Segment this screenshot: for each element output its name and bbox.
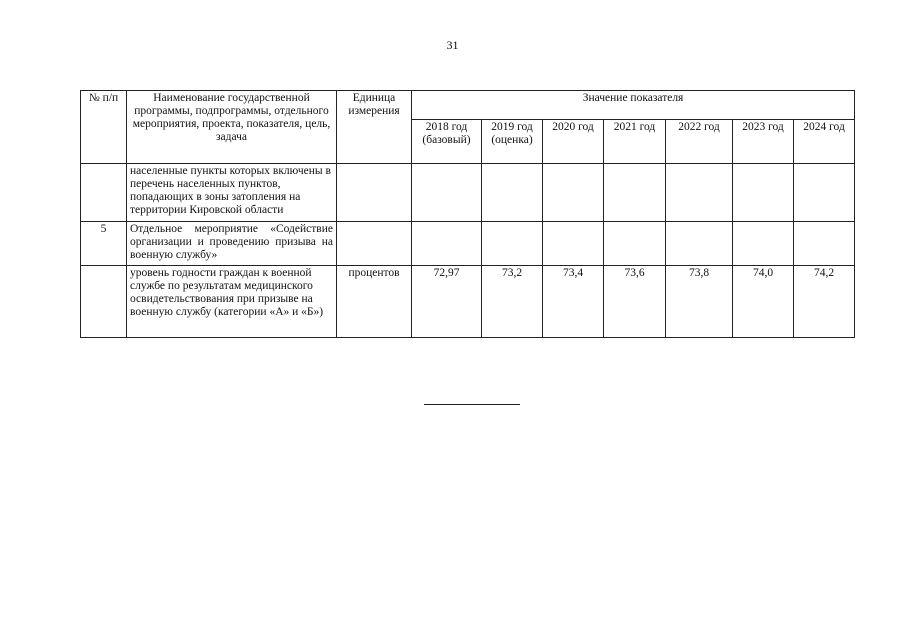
row-value-2018 bbox=[412, 164, 482, 222]
row-num bbox=[81, 164, 127, 222]
row-value-2023: 74,0 bbox=[733, 266, 794, 338]
row-value-2021: 73,6 bbox=[604, 266, 666, 338]
row-value-2020 bbox=[543, 164, 604, 222]
row-value-2024 bbox=[794, 222, 855, 266]
table-header-row bbox=[81, 91, 855, 120]
row-value-2024 bbox=[794, 164, 855, 222]
header-year-2024: 2024 год bbox=[794, 120, 855, 164]
indicators-table bbox=[80, 90, 855, 338]
header-year-2018: 2018 год (базовый) bbox=[412, 120, 482, 164]
row-value-2020 bbox=[543, 222, 604, 266]
end-of-document-rule bbox=[424, 404, 520, 405]
row-value-2023 bbox=[733, 164, 794, 222]
header-year-2021: 2021 год bbox=[604, 120, 666, 164]
header-year-2019: 2019 год (оценка) bbox=[482, 120, 543, 164]
row-num bbox=[81, 266, 127, 338]
header-year-2022: 2022 год bbox=[666, 120, 733, 164]
row-value-2021 bbox=[604, 222, 666, 266]
row-value-2023 bbox=[733, 222, 794, 266]
row-name: Отдельное мероприятие «Содействие организации и проведению призыва на военную службу» bbox=[127, 222, 337, 266]
row-value-2018 bbox=[412, 222, 482, 266]
header-unit: Единица измерения bbox=[337, 91, 412, 164]
row-unit bbox=[337, 164, 412, 222]
row-value-2024: 74,2 bbox=[794, 266, 855, 338]
row-value-2020: 73,4 bbox=[543, 266, 604, 338]
row-unit: процентов bbox=[337, 266, 412, 338]
table-row bbox=[81, 222, 855, 266]
page-number: 31 bbox=[446, 38, 459, 52]
row-value-2019 bbox=[482, 222, 543, 266]
row-value-2022 bbox=[666, 222, 733, 266]
row-value-2018: 72,97 bbox=[412, 266, 482, 338]
row-value-2019 bbox=[482, 164, 543, 222]
table-row bbox=[81, 164, 855, 222]
header-year-2020: 2020 год bbox=[543, 120, 604, 164]
row-value-2019: 73,2 bbox=[482, 266, 543, 338]
row-value-2021 bbox=[604, 164, 666, 222]
header-name: Наименование государственной программы, подпрограммы, отдельного мероприятия, проекта, показателя, цель, задача bbox=[127, 91, 337, 164]
header-year-2023: 2023 год bbox=[733, 120, 794, 164]
row-value-2022 bbox=[666, 164, 733, 222]
header-num: № п/п bbox=[81, 91, 127, 164]
header-values: Значение показателя bbox=[412, 91, 855, 120]
row-name: населенные пункты которых включены в перечень населенных пунктов, попадающих в зоны затопления на территории Кировской области bbox=[127, 164, 337, 222]
row-name: уровень годности граждан к военной службе по результатам медицинского освидетельствования при призыве на военную службу (категории «А» и «Б») bbox=[127, 266, 337, 338]
row-unit bbox=[337, 222, 412, 266]
row-num: 5 bbox=[81, 222, 127, 266]
row-value-2022: 73,8 bbox=[666, 266, 733, 338]
table-row bbox=[81, 266, 855, 338]
